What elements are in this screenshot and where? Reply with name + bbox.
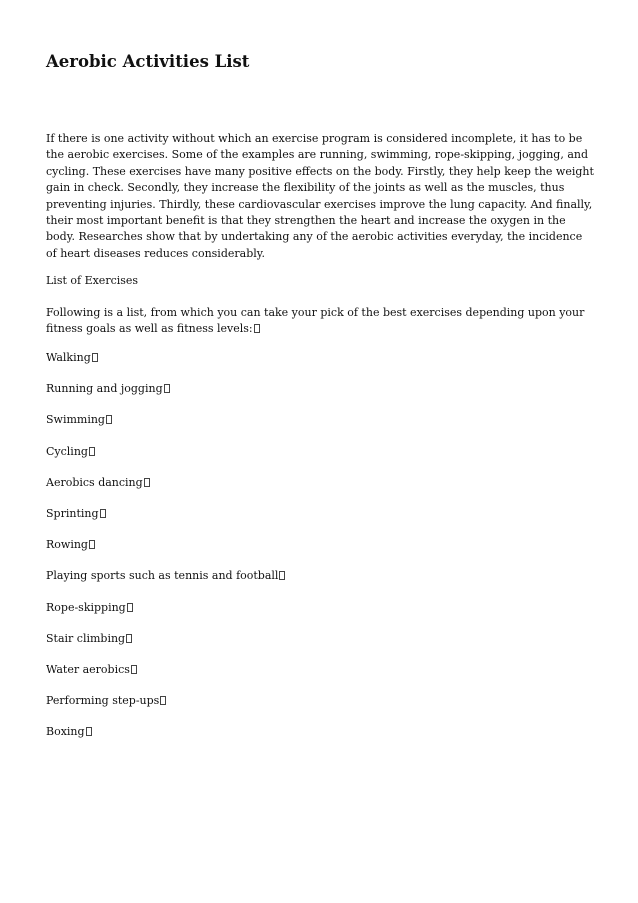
list-item: [46, 724, 285, 755]
list-item: [46, 444, 285, 475]
list-lead-paragraph: [46, 305, 594, 338]
list-item: [46, 693, 285, 724]
exercise-label: Sprinting: [46, 506, 99, 520]
list-item: [46, 506, 285, 537]
exercise-label: Stair climbing: [46, 631, 126, 645]
exercise-label: Water aerobics: [46, 662, 130, 676]
exercise-label: Running and jogging: [46, 382, 163, 396]
missing-glyph-icon: [86, 727, 92, 736]
exercise-label: Cycling: [46, 444, 88, 458]
missing-glyph-icon: [106, 415, 112, 424]
missing-glyph-icon: [160, 696, 166, 705]
exercise-label: Swimming: [46, 413, 105, 427]
exercise-label: Boxing: [46, 725, 85, 739]
missing-glyph-icon: [164, 384, 170, 393]
missing-glyph-icon: [89, 540, 95, 549]
list-item: [46, 568, 285, 599]
exercise-label: Aerobics dancing: [46, 475, 143, 489]
exercise-label: Walking: [46, 351, 91, 364]
list-item: [46, 537, 285, 568]
page-title: Aerobic Activities List: [46, 52, 250, 71]
missing-glyph-icon: [100, 509, 106, 518]
list-item: [46, 412, 285, 443]
list-item: [46, 381, 285, 412]
list-heading: List of Exercises: [46, 274, 139, 287]
exercise-label: Playing sports such as tennis and football: [46, 569, 279, 583]
missing-glyph-icon: [279, 571, 285, 580]
exercise-list: [46, 350, 285, 755]
missing-glyph-icon: [126, 634, 132, 643]
missing-glyph-icon: [144, 478, 150, 487]
exercise-label: Rope-skipping: [46, 600, 126, 614]
missing-glyph-icon: [92, 353, 98, 362]
missing-glyph-icon: [127, 603, 133, 612]
exercise-label: Performing step-ups: [46, 694, 160, 708]
list-item: [46, 600, 285, 631]
missing-glyph-icon: [89, 447, 95, 456]
missing-glyph-icon: [254, 324, 260, 333]
exercise-label: Rowing: [46, 538, 88, 552]
intro-paragraph: If there is one activity without which an exercise program is considered incomplete, it has to be the aerobic exercises. Some of the examples are running, swimming, rope-skipping, jogging, and cycling. These exercises have many positive effects on the body. Firstly, they help keep the weight gain in check. Secondly, they increase the flexibility of the joints as well as the muscles, thus preventing injuries. Thirdly, these cardiovascular exercises improve the lung capacity. And finally, their most important benefit is that they strengthen the heart and increase the oxygen in the body. Researches show that by undertaking any of the aerobic activities everyday, the incidence of heart diseases reduces considerably.: [46, 132, 594, 260]
list-item: [46, 631, 285, 662]
list-lead-text: Following is a list, from which you can take your pick of the best exercises depending upon your fitness goals as well as fitness levels:: [46, 306, 585, 336]
list-item: [46, 350, 285, 381]
list-item: [46, 475, 285, 506]
missing-glyph-icon: [131, 665, 137, 674]
list-item: [46, 662, 285, 693]
